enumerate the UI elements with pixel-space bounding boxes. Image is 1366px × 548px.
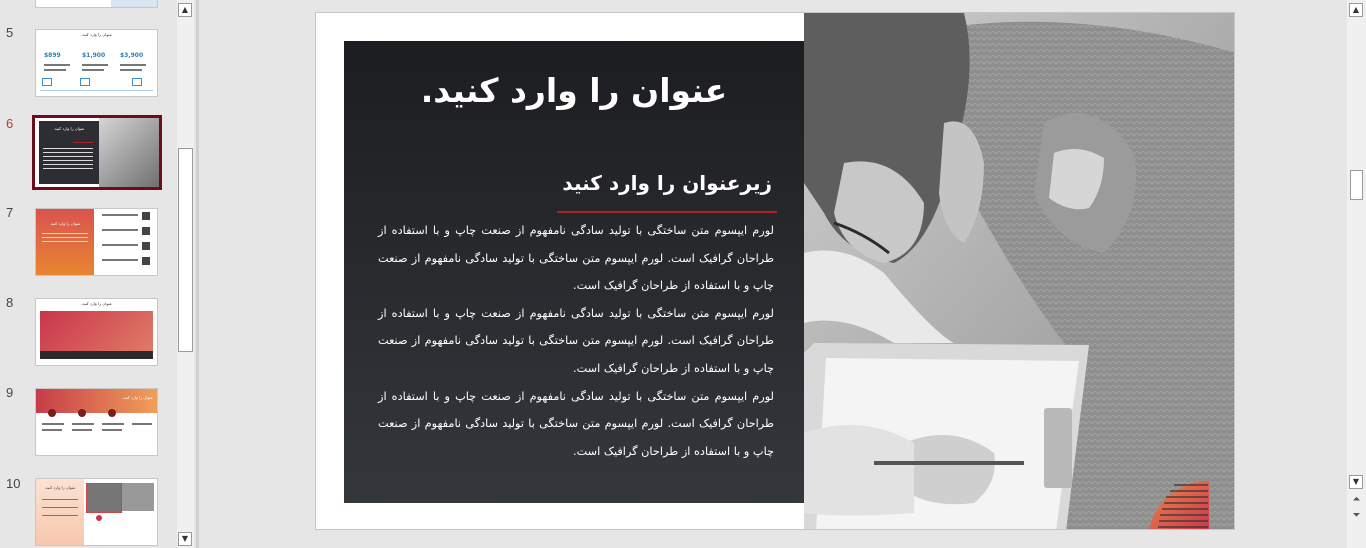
thumbnail-title: عنوان را وارد کنید. — [49, 221, 81, 226]
slide-6[interactable] — [315, 12, 1235, 530]
slide-body-text[interactable] — [378, 217, 774, 465]
thumbnail-price: $899 — [44, 52, 61, 59]
thumbnail-title: عنوان را وارد کنید. — [80, 32, 112, 37]
thumbnail-price: $1,900 — [82, 52, 106, 59]
slide-number: 9 — [6, 385, 14, 400]
slide-number: 10 — [6, 476, 21, 491]
chevron-down-icon[interactable]: ▼ — [178, 532, 192, 546]
slide-photo[interactable] — [804, 13, 1235, 530]
thumbnail-scrollbar[interactable] — [177, 0, 194, 548]
thumbnail-title: عنوان را وارد کنید. — [121, 395, 153, 400]
slide-number: 5 — [6, 25, 14, 40]
slide-editing-canvas — [199, 0, 1347, 548]
thumbnail-title: عنوان را وارد کنید. — [80, 301, 112, 306]
thumbnail-price: $3,900 — [120, 52, 144, 59]
slide-thumbnail-10[interactable] — [35, 478, 158, 546]
slide-number: 8 — [6, 295, 14, 310]
previous-slide-icon[interactable]: ⏶ — [1352, 494, 1361, 505]
slide-thumbnail-pane — [0, 0, 176, 548]
subtitle-underline — [557, 211, 777, 213]
slide-subtitle[interactable]: زیرعنوان را وارد کنید — [562, 171, 772, 195]
dark-content-panel[interactable] — [344, 41, 804, 503]
body-paragraph: لورم ایپسوم متن ساختگی با تولید سادگی نامفهوم از صنعت چاپ و با استفاده از طراحان گرافیک است. لورم ایپسوم متن ساختگی با تولید سادگی نامفهوم از صنعت چاپ و با استفاده از طراحان گرافیک است. — [378, 224, 774, 293]
slide-thumbnail-7[interactable] — [35, 208, 158, 276]
slide-thumbnail-6[interactable] — [32, 115, 162, 190]
thumbnail-title: عنوان را وارد کنید. — [53, 126, 85, 131]
body-paragraph: لورم ایپسوم متن ساختگی با تولید سادگی نامفهوم از صنعت چاپ و با استفاده از طراحان گرافیک است. لورم ایپسوم متن ساختگی با تولید سادگی نامفهوم از صنعت چاپ و با استفاده از طراحان گرافیک است. — [378, 306, 774, 375]
body-paragraph: لورم ایپسوم متن ساختگی با تولید سادگی نامفهوم از صنعت چاپ و با استفاده از طراحان گرافیک است. لورم ایپسوم متن ساختگی با تولید سادگی نامفهوم از صنعت چاپ و با استفاده از طراحان گرافیک است. — [378, 389, 774, 458]
thumbnail-title: عنوان را وارد کنید. — [44, 485, 76, 490]
slide-thumbnail-9[interactable] — [35, 388, 158, 456]
slide-number: 7 — [6, 205, 14, 220]
chevron-up-icon[interactable]: ▲ — [178, 3, 192, 17]
slide-title[interactable]: عنوان را وارد کنید. — [420, 71, 728, 110]
next-slide-icon[interactable]: ⏷ — [1352, 510, 1361, 521]
slide-number: 6 — [6, 116, 14, 131]
scrollbar-thumb[interactable] — [178, 148, 193, 352]
chevron-down-icon[interactable]: ▼ — [1349, 475, 1363, 489]
slide-thumbnail-5[interactable] — [35, 29, 158, 97]
slide-scrollbar[interactable] — [1347, 0, 1366, 548]
photo-illustration — [804, 13, 1235, 530]
scrollbar-thumb[interactable] — [1350, 170, 1363, 200]
slide-thumbnail-4-partial[interactable] — [35, 0, 158, 8]
slide-thumbnail-8[interactable] — [35, 298, 158, 366]
chevron-up-icon[interactable]: ▲ — [1349, 3, 1363, 17]
